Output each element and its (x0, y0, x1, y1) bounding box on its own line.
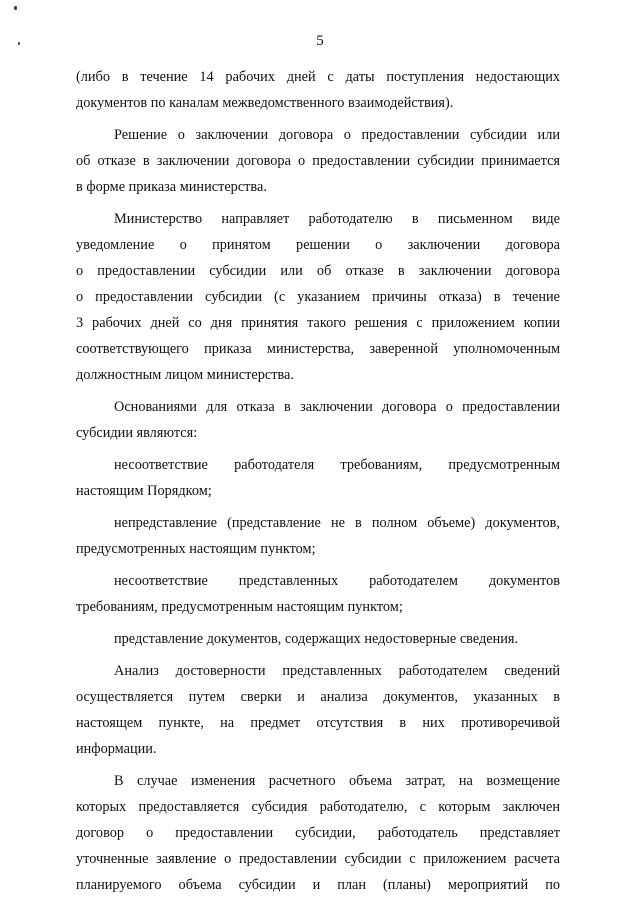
text-line: о предоставлении субсидии или об отказе в заключении договора (76, 263, 560, 279)
text-line: соответствующего приказа министерства, заверенной уполномоченным (76, 341, 560, 357)
text-line: настоящем пункте, на предмет отсутствия в них противоречивой (76, 715, 560, 731)
text-line: Анализ достоверности представленных работодателем сведений (114, 663, 560, 679)
paragraph (76, 122, 560, 200)
text-line: об отказе в заключении договора о предоставлении субсидии принимается (76, 153, 560, 169)
text-line: представление документов, содержащих недостоверные сведения. (114, 631, 519, 647)
text-line: предусмотренных настоящим пунктом; (76, 541, 316, 557)
paragraph (76, 64, 560, 116)
text-line: планируемого объема субсидии и план (планы) мероприятий по (76, 877, 560, 893)
text-line: Основаниями для отказа в заключении договора о предоставлении (114, 399, 560, 415)
text-line: уточненные заявление о предоставлении субсидии с приложением расчета (76, 851, 560, 867)
text-line: субсидии являются: (76, 425, 198, 441)
paragraph (76, 658, 560, 762)
scan-mark (14, 6, 17, 10)
text-line: (либо в течение 14 рабочих дней с даты поступления недостающих (76, 69, 560, 85)
text-line: Министерство направляет работодателю в письменном виде (114, 211, 560, 227)
text-line: несоответствие представленных работодателем документов (114, 573, 560, 589)
text-line: непредставление (представление не в полном объеме) документов, (114, 515, 560, 531)
text-line: которых предоставляется субсидия работодателю, с которым заключен (76, 799, 560, 815)
text-line: требованиям, предусмотренным настоящим пунктом; (76, 599, 403, 615)
paragraph (76, 510, 560, 562)
text-line: настоящим Порядком; (76, 483, 212, 499)
page-number: 5 (316, 33, 324, 49)
paragraph (76, 626, 560, 652)
paragraph (76, 452, 560, 504)
paragraph (76, 394, 560, 446)
paragraph (76, 206, 560, 388)
text-line: Решение о заключении договора о предоставлении субсидии или (114, 127, 560, 143)
text-line: В случае изменения расчетного объема затрат, на возмещение (114, 773, 560, 789)
text-line: несоответствие работодателя требованиям, предусмотренным (114, 457, 560, 473)
text-line: уведомление о принятом решении о заключении договора (76, 237, 560, 253)
text-line: 3 рабочих дней со дня принятия такого решения с приложением копии (76, 315, 560, 331)
text-line: должностным лицом министерства. (76, 367, 294, 383)
paragraph (76, 768, 560, 898)
text-line: договор о предоставлении субсидии, работодатель представляет (76, 825, 560, 841)
text-line: осуществляется путем сверки и анализа документов, указанных в (76, 689, 560, 705)
text-line: документов по каналам межведомственного взаимодействия). (76, 95, 454, 111)
paragraph (76, 568, 560, 620)
text-line: информации. (76, 741, 157, 757)
text-line: о предоставлении субсидии (с указанием причины отказа) в течение (76, 289, 560, 305)
text-line: в форме приказа министерства. (76, 179, 267, 195)
document-body (76, 64, 560, 898)
